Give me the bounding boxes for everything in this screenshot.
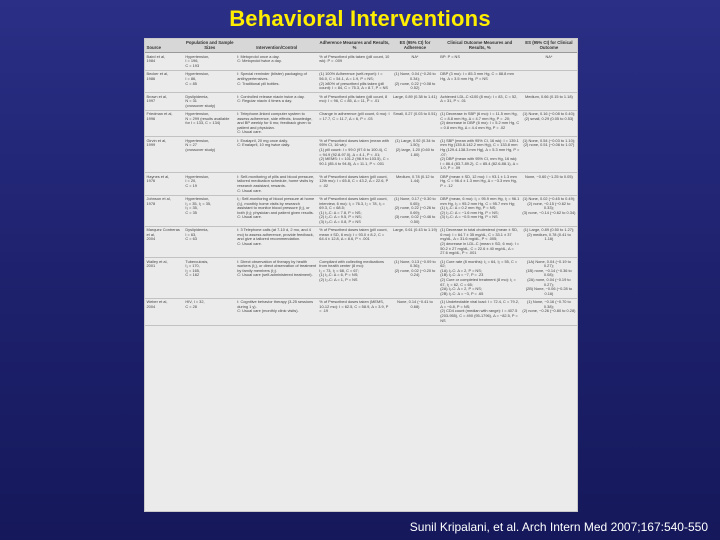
cell-es-clinical: (1A) None, 0.04 (−0.19 to 0.27); (1B) none, −0.14 (−0.36 to 0.08); (2A) none, 0.04 (−0.19 to 0.27); (2B) None, −0.06 (−0.28 to 0.16) [521, 258, 577, 299]
cell-intervention: I: Direct observation of therapy by health workers (I₁), or direct observation of treatment by family members (I₂). C: Usual care (self-administered treatment). [236, 258, 318, 299]
cell-source: Haynes et al, 1976 [145, 173, 184, 195]
cell-adherence: Change in adherence (pill count, 6 mo): I = 17.7, C = 11.7, Δ = 6, P = .03 [318, 110, 391, 137]
cell-es-adherence: Large, 0.89 (0.38 to 1.41) [391, 93, 439, 111]
cell-es-adherence: Large, 0.61 (0.43 to 1.19) [391, 226, 439, 257]
cell-adherence: Compliant with collecting medications from health center (8 mo): I₁ = 73, I₂ = 68, C = 67; (1) I₁-C: Δ = 6, P = NS; (2) I₂-C: Δ = 1, P = NS [318, 258, 391, 299]
cell-es-clinical: Medium, 0.66 (0.15 to 1.18) [521, 93, 577, 111]
cell-population: HIV, I = 32, C = 28 [184, 298, 236, 325]
evidence-table-image [144, 38, 578, 512]
cell-adherence: % of Prescribed doses taken (pill count, 12th mo): I = 65.8, C = 43.2, Δ = 22.6, P = .02 [318, 173, 391, 195]
cell-source: Brown et al, 1997 [145, 93, 184, 111]
cell-clinical: DBP (mean, 6 mo): I₁ = 95.9 mm Hg, I₂ = 96.1 mm Hg, I₃ = 95.2 mm Hg, C = 95.7 mm Hg; (1) I₁-C: Δ = 0.2 mm Hg, P = NS; (2) I₂-C: Δ = −1.6 mm Hg, P = NS; (3) I₃-C: Δ = −0.5 mm Hg, P = NS [439, 195, 521, 226]
cell-intervention: I: 3 Telephone calls (at 7-10 d, 2 mo, and 4 mo) to assess adherence, provide feedback, and give a tailored recommendation. C: Usual care. [236, 226, 318, 257]
cell-intervention: I: Cognitive behavior therapy (3-25 sessions during 1 y). C: Usual care (monthly clinic visits). [236, 298, 318, 325]
table-row [145, 137, 577, 173]
cell-clinical: BP: P = NS [439, 53, 521, 71]
cell-clinical: (1) Cure rate (8 months): I₁ = 64, I₂ = 55, C = 62; (1A) I₁-C: Δ = 2, P = NS; (1B) I₂-C: Δ = −7, P = .23 (2) Cure or completed treatment (8 mo): I₁ = 67, I₂ = 62, C = 65; (2A) I₁-C: Δ = 2, P = NS; (2B) I₂-C: Δ = −3, P = .65 [439, 258, 521, 299]
cell-es-clinical: (1) Large, 0.89 (0.50 to 1.27); (2) medium, 0.78 (0.41 to 1.16) [521, 226, 577, 257]
table-row [145, 93, 577, 111]
cell-es-adherence: (1) Large, 0.92 (0.34 to 1.50); (2) large, 1.20 (0.60 to 1.80) [391, 137, 439, 173]
header-adherence: Adherence Measures and Results, % [318, 39, 391, 53]
cell-source: Becker et al, 1986 [145, 70, 184, 92]
cell-source: Marquez Contreras et al, 2004 [145, 226, 184, 257]
cell-population: Hypertension, N = 27 (crossover study) [184, 137, 236, 173]
table-row [145, 70, 577, 92]
cell-es-clinical: (1) None, −0.16 (−0.70 to 0.38); (2) none, −0.26 (−0.80 to 0.28) [521, 298, 577, 325]
cell-source: Johnson et al, 1978 [145, 195, 184, 226]
table-header-row [145, 39, 577, 53]
cell-population: Hypertension, I = 20, C = 19 [184, 173, 236, 195]
slide-title: Behavioral Interventions [229, 6, 491, 31]
cell-intervention: I: Telephone-linked computer system to assess adherence, side effects, knowledge, and BP weekly for 6 mo; feedback given to patient and physician. C: Usual care. [236, 110, 318, 137]
cell-clinical: (1) Undetectable viral load: I = 72.4, C = 79.2, Δ = −6.8, P = NS; (2) CD4 count (median with range): I = 407.5 (203-955), C = 490 (95-1796), Δ = −82.5, P = NS [439, 298, 521, 325]
cell-clinical: DBP (mean ± SD, 12 mo): I = 93.1 ± 1.3 mm Hg, C = 96.4 ± 1.3 mm Hg, Δ = −3.3 mm Hg, P = .12 [439, 173, 521, 195]
header-es-clinical: ES (95% CI) for Clinical Outcome [521, 39, 577, 53]
table-row [145, 173, 577, 195]
header-intervention: Intervention/Control [236, 39, 318, 53]
header-clinical: Clinical Outcome Measures and Results, % [439, 39, 521, 53]
cell-population: Hypertension, N = 299 (results available for I = 133, C = 134) [184, 110, 236, 137]
cell-es-clinical: None, −0.60 (−1.25 to 0.05) [521, 173, 577, 195]
header-population: Population and Sample Sizes [184, 39, 236, 53]
cell-es-clinical: (1) None, 0.54 (−0.03 to 1.10); (2) none, 0.51 (−0.06 to 1.07) [521, 137, 577, 173]
cell-adherence: % of Prescribed doses taken (mean with 95% CI, 16 wk): (1) pill count: I = 99.0 (97.6 to 100.4), C = 94.9 (92.8-97.0), Δ = 4.1, P < .01; (2) MEMS: I = 101.2 (98.9 to 103.5), C = 90.1 (85.4 to 94.8), Δ = 11.1, P < .001 [318, 137, 391, 173]
cell-adherence: % of Prescribed doses taken (MEMS, 10-12 mo): I = 62.5, C = 58.9, Δ = 3.9, P = .19 [318, 298, 391, 325]
cell-intervention: I: Enalapril, 20 mg once daily. C: Enalapril, 10 mg twice daily. [236, 137, 318, 173]
table-row [145, 258, 577, 299]
table-row [145, 195, 577, 226]
cell-source: Weber et al, 2004 [145, 298, 184, 325]
table-row [145, 53, 577, 71]
cell-population: Hypertension, I = 196, C = 193 [184, 53, 236, 71]
cell-es-clinical: (1) None, 0.16 (−0.08 to 0.40); (2) small, 0.29 (0.05 to 0.53) [521, 110, 577, 137]
cell-source: Girvin et al, 1999 [145, 137, 184, 173]
cell-es-adherence: (1) None, 0.04 (−0.26 to 0.34); (2) none, 0.22 (−0.08 to 0.52) [391, 70, 439, 92]
header-source: Source [145, 39, 184, 53]
header-es-adherence: ES (95% CI) for Adherence [391, 39, 439, 53]
cell-intervention: I₁: Self-monitoring of blood pressure at home (I₁), monthly home visits by research assistant to monitor blood pressure (I₂), or both (I₃); physician and patient given results. C: Usual care. [236, 195, 318, 226]
cell-es-clinical: (1) None, 0.02 (−0.45 to 0.49); (2) none, −0.15 (−0.62 to 0.33); (3) none, −0.14 (−0.62 to 0.34) [521, 195, 577, 226]
cell-population: Dyslipidemia, I = 63, C = 63 [184, 226, 236, 257]
cell-adherence: (1) 100% Adherence (self-report): I = 56.0, C = 54.1, Δ = 1.9, P = NS; (2) ≥80% of prescribed pills taken (pill count): I = 84, C = 75.3, Δ = 8.7, P = NS [318, 70, 391, 92]
cell-clinical: (1) SBP (mean with 95% CI, 16 wk): I = 139.1 mm Hg (135.8-142.2 mm Hg), C = 133.8 mm Hg (129.4-138.3 mm Hg), Δ = 5.3 mm Hg, P = .07; (2) DBP (mean with 95% CI, mm Hg, 16 wk): I = 86.4 (83.7-89.2), C = 85.4 (82.6-88.1), Δ = 1.0, P = .09 [439, 137, 521, 173]
cell-intervention: I: Controlled release niacin twice a day. C: Regular niacin 4 times a day. [236, 93, 318, 111]
cell-es-adherence: Small, 0.27 (0.03 to 0.51) [391, 110, 439, 137]
cell-source: Baird et al, 1984 [145, 53, 184, 71]
cell-es-adherence: NA* [391, 53, 439, 71]
cell-es-adherence: (1) None, 0.17 (−0.30 to 0.65); (2) none, 0.22 (−0.26 to 0.69); (3) none, 0.02 (−0.46 to 0.50) [391, 195, 439, 226]
cell-es-adherence: Medium, 0.78 (0.12 to 1.44) [391, 173, 439, 195]
cell-adherence: % of Prescribed pills taken (pill count, 10 wk): P = .009 [318, 53, 391, 71]
cell-source: Walley et al, 2001 [145, 258, 184, 299]
cell-adherence: % of Prescribed pills taken (pill count, 8 mo): I = 96, C = 85, Δ = 11, P = .01 [318, 93, 391, 111]
cell-population: Dyslipidemia, N = 31 (crossover study) [184, 93, 236, 111]
cell-intervention: I: Special reminder (blister) packaging of antihypertensives. C: Traditional pill bottles. [236, 70, 318, 92]
table-row [145, 298, 577, 325]
cell-adherence: % of Prescribed doses taken (pill count, mean ± SD, 6 mo): I = 93.0 ± 8.2, C = 64.4 ± 12.8, Δ = 8.6, P < .001 [318, 226, 391, 257]
cell-clinical: (1) Decrease in SBP (6 mo): I = 11.5 mm Hg, C = 8.8 mm Hg, Δ = 4.7 mm Hg, P = .20; (2) decrease in DBP (6 mo): I = 5.2 mm Hg, C = 0.8 mm Hg, Δ = 4.4 mm Hg, P = .02 [439, 110, 521, 137]
cell-es-adherence: (1) None, 0.13 (−0.09 to 0.36); (2) none, 0.02 (−0.20 to 0.24) [391, 258, 439, 299]
table-body [145, 53, 577, 325]
cell-intervention: I: Self-monitoring of pills and blood pressure, tailored medication schedule, home visits by research assistant, rewards. C: Usual care. [236, 173, 318, 195]
table-row [145, 226, 577, 257]
cell-population: Hypertension, I₁ = 35, I₂ = 35, I₃ = 35, C = 35 [184, 195, 236, 226]
cell-es-clinical: NA* [521, 53, 577, 71]
cell-clinical: Achieved LDL-C ≤100 (8 mo): I = 83, C = 52, Δ = 31, P < .01 [439, 93, 521, 111]
cell-population: Hypertension, I = 86, C = 85 [184, 70, 236, 92]
cell-clinical: (1) Decrease in total cholesterol (mean ± SD, 6 mo): I = 64.7 ± 35 mg/dL, C = 33.1 ± 37 mg/dL, Δ = 31.6 mg/dL, P < .005; (2) decrease in LDL-C (mean ± SD, 6 mo): I = 50.2 ± 27 mg/dL, C = 22.6 ± 40 mg/dL, Δ = 27.6 mg/dL, P < .001 [439, 226, 521, 257]
evidence-table [145, 39, 577, 326]
cell-clinical: DBP (3 mo): I = 85.3 mm Hg, C = 88.8 mm Hg, Δ = 3.5 mm Hg, P = NS [439, 70, 521, 92]
citation: Sunil Kripalani, et al. Arch Intern Med 2007;167:540-550 [409, 520, 708, 534]
cell-source: Friedman et al, 1996 [145, 110, 184, 137]
cell-population: Tuberculosis, I₁ = 170, I₂ = 165, C = 162 [184, 258, 236, 299]
table-row [145, 110, 577, 137]
cell-intervention: I: Metoprolol once a day. C: Metoprolol twice a day. [236, 53, 318, 71]
cell-es-adherence: None, 0.14 (−0.41 to 0.68) [391, 298, 439, 325]
cell-es-clinical [521, 70, 577, 92]
cell-adherence: % of Prescribed doses taken (pill count, interview, 6 mo): I₁ = 76.3, I₂ = 78, I₃ = 69.3, C = 68.5; (1) I₁-C: Δ = 7.8, P = NS; (2) I₂-C: Δ = 9.5, P = NS; (3) I₃-C: Δ = 0.8, P = NS [318, 195, 391, 226]
